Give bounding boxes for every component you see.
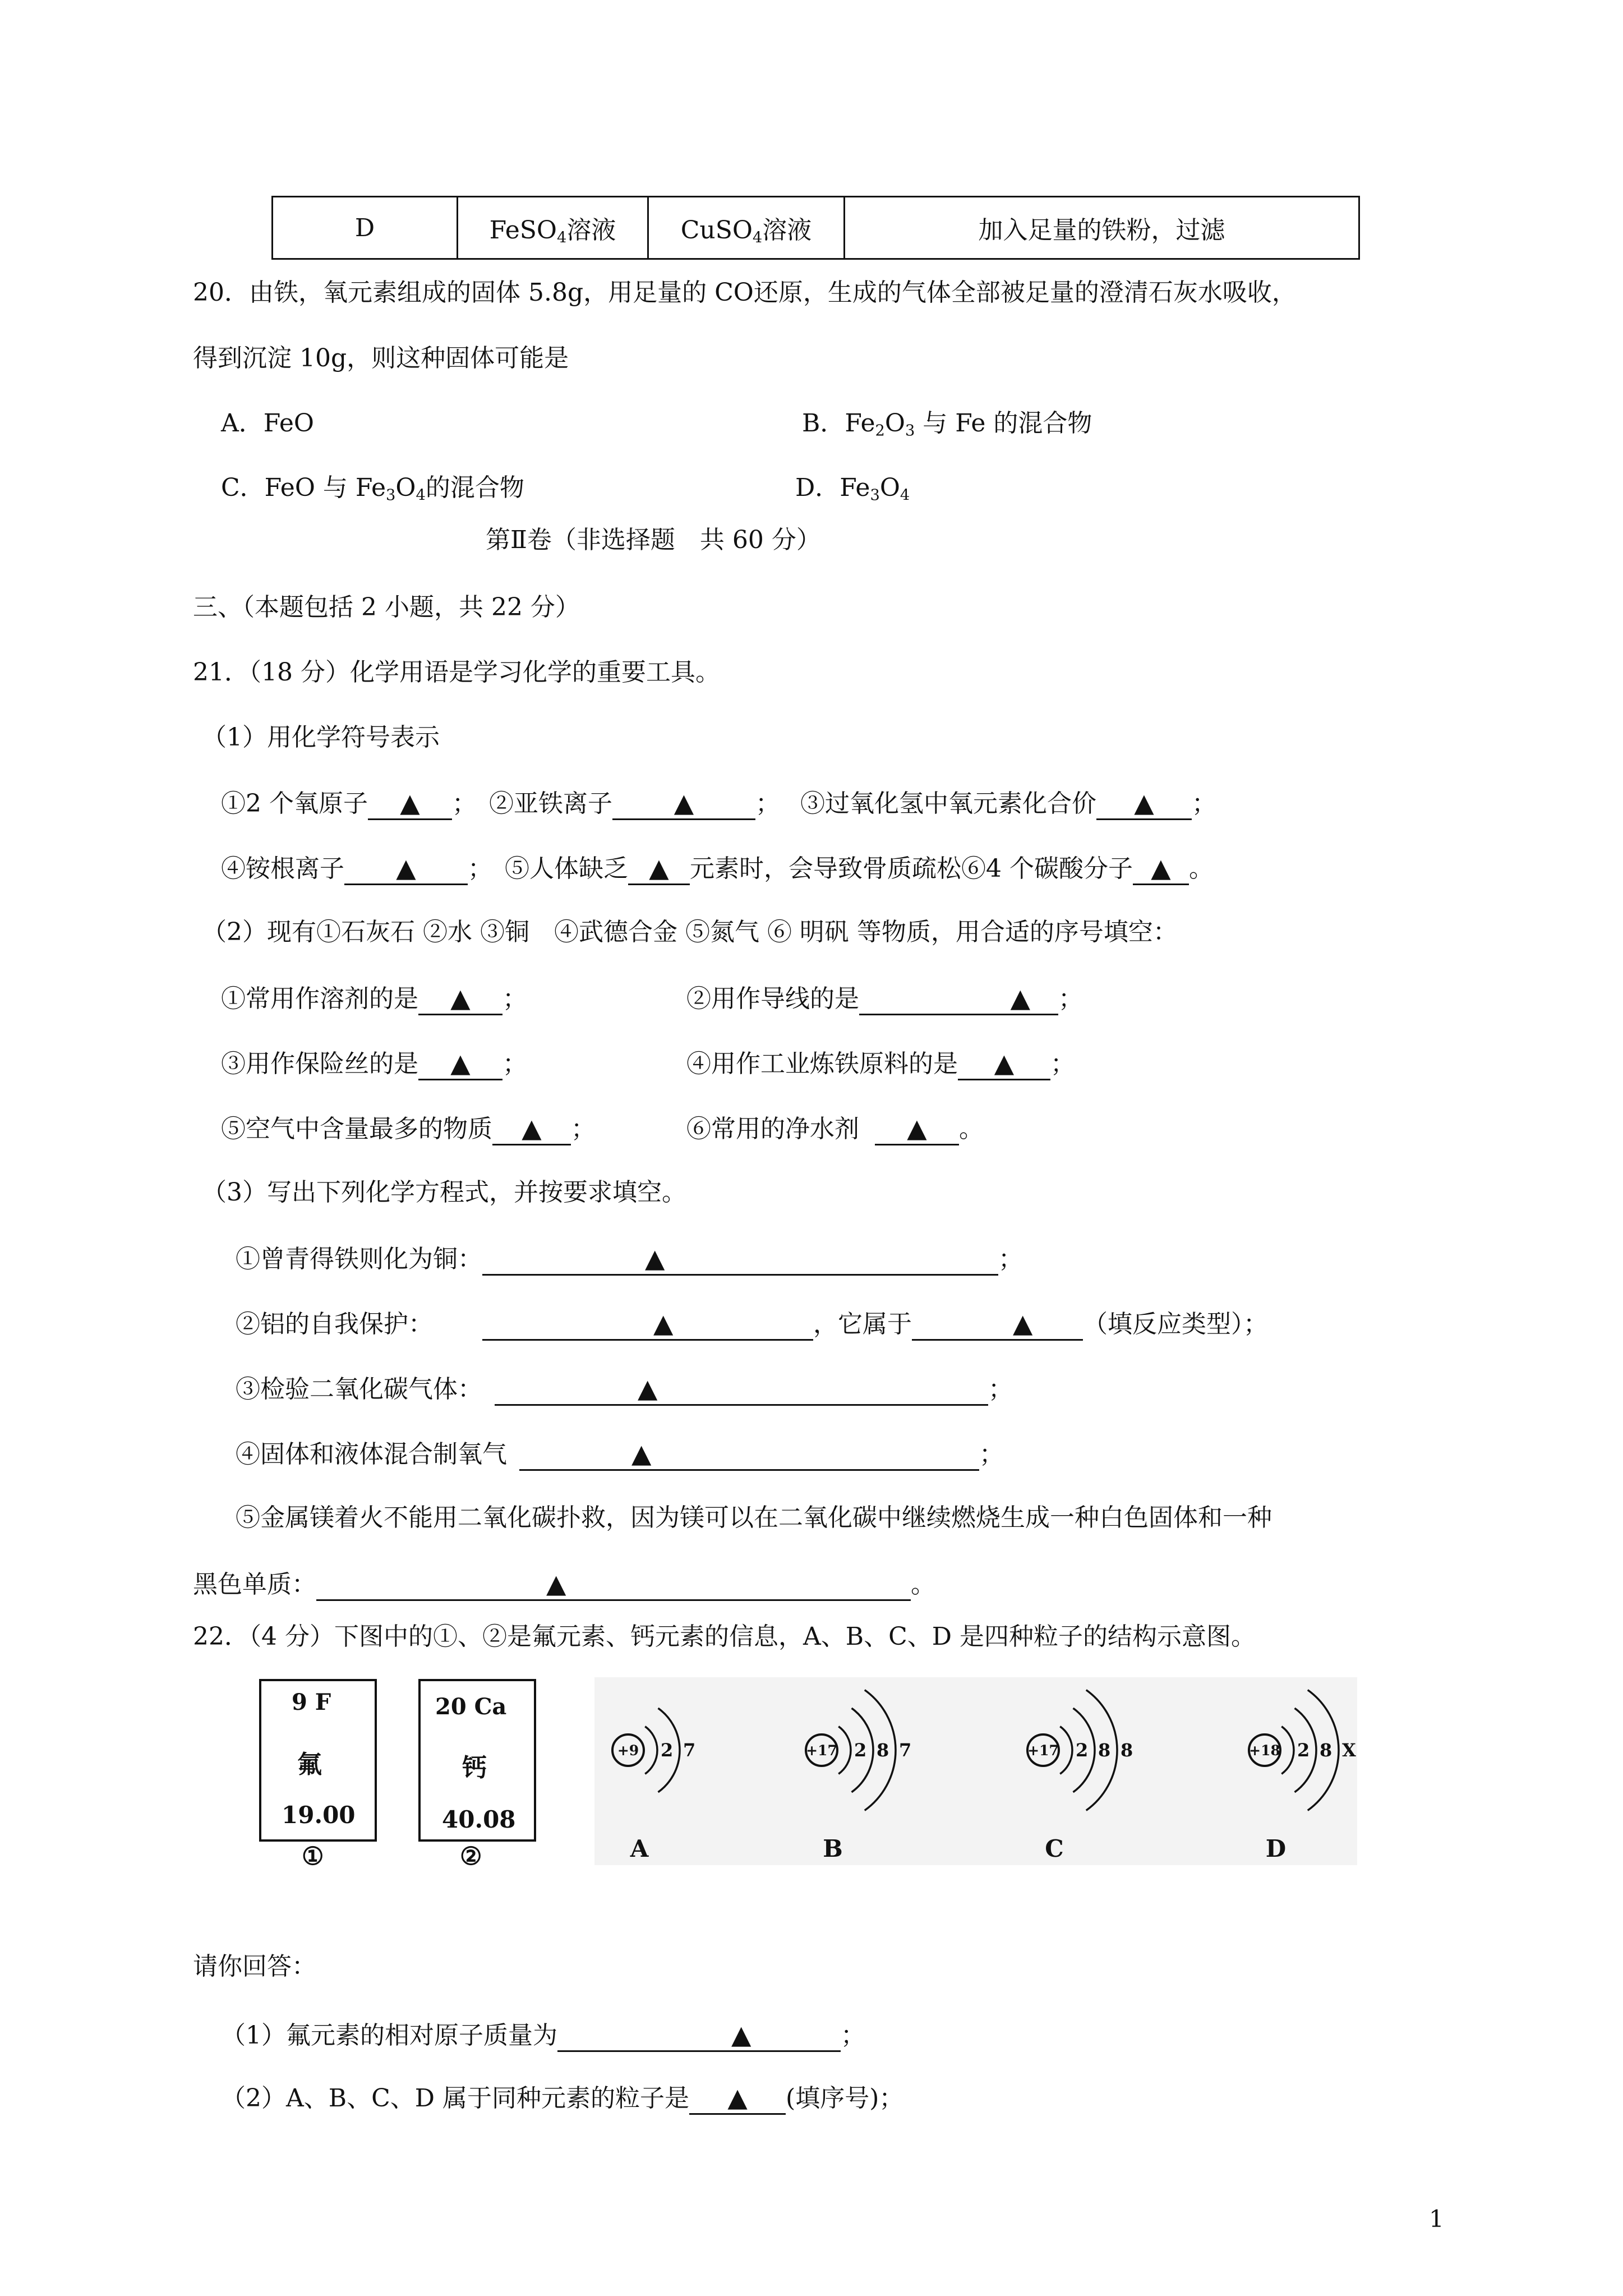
q21-fill-4: ④用作工业炼铁原料的是 ▲ ； bbox=[686, 1050, 1075, 1080]
atomic-mass: 40.08 bbox=[442, 1806, 516, 1833]
shell-electron-count: 8 bbox=[1121, 1740, 1133, 1761]
answer-blank: ▲ bbox=[631, 1438, 652, 1469]
answer-blank: ▲ bbox=[727, 2082, 748, 2113]
section-title: 三、（本题包括 2 小题，共 22 分） bbox=[193, 593, 580, 622]
diagram-label: C bbox=[1045, 1835, 1064, 1862]
q22-sub-1: （1）氟元素的相对原子质量为 ▲ ； bbox=[221, 2022, 865, 2052]
answer-blank: ▲ bbox=[674, 788, 694, 818]
q20-stem: 20．由铁，氧元素组成的固体 5.8g，用足量的 CO还原，生成的气体全部被足量的澄清石灰水吸收， bbox=[193, 278, 1297, 307]
nucleus-charge: +17 bbox=[806, 1742, 837, 1759]
shell-electron-count: 2 bbox=[1076, 1740, 1089, 1761]
q21-eq-4: ④固体和液体混合制氧气 ▲ ； bbox=[236, 1441, 1004, 1471]
part2-title: 第Ⅱ卷（非选择题 共 60 分） bbox=[486, 526, 821, 554]
answer-blank: ▲ bbox=[638, 1373, 658, 1404]
q21-fill-1: ①常用作溶剂的是 ▲ ； bbox=[221, 985, 527, 1015]
answer-blank: ▲ bbox=[1151, 853, 1171, 883]
shell-electron-count: 8 bbox=[1320, 1740, 1332, 1761]
q22-stem: 22．（4 分）下图中的①、②是氟元素、钙元素的信息，A、B、C、D 是四种粒子的结构示意图。 bbox=[193, 1622, 1256, 1651]
figure-label: ① bbox=[302, 1842, 324, 1871]
q20-stem-2: 得到沉淀 10g，则这种固体可能是 bbox=[193, 344, 569, 372]
element-name: 氟 bbox=[297, 1750, 322, 1779]
figure-label: ② bbox=[460, 1842, 482, 1871]
answer-blank: ▲ bbox=[396, 853, 416, 883]
diagram-label: B bbox=[823, 1835, 843, 1862]
diagram-label: A bbox=[630, 1835, 649, 1862]
shell-electron-count: X bbox=[1342, 1740, 1356, 1761]
q20-option-c: C．FeO 与 $Fe_3O_4$的混合物 bbox=[221, 473, 524, 504]
answer-blank: ▲ bbox=[649, 853, 669, 883]
q21-eq-5: ⑤金属镁着火不能用二氧化碳扑救，因为镁可以在二氧化碳中继续燃烧生成一种白色固体和一种 bbox=[236, 1503, 1272, 1532]
q21-eq-2: ②铝的自我保护： ▲ ，它属于 ▲ （填反应类型）； bbox=[236, 1310, 1268, 1341]
shell-electron-count: 2 bbox=[661, 1740, 674, 1761]
q21-eq-3: ③检验二氧化碳气体： ▲ ； bbox=[236, 1375, 1013, 1406]
q20-option-d: D．$Fe_3O_4$ bbox=[795, 473, 910, 504]
answer-blank: ▲ bbox=[546, 1568, 566, 1599]
table-cell: 加入足量的铁粉，过滤 bbox=[845, 197, 1359, 259]
q21-eq-1: ①曾青得铁则化为铜： ▲ ； bbox=[236, 1245, 1023, 1276]
answer-blank: ▲ bbox=[450, 983, 471, 1013]
atom-structure-diagrams bbox=[594, 1677, 1357, 1868]
options-table bbox=[271, 196, 1360, 260]
nucleus-charge: +18 bbox=[1249, 1742, 1280, 1759]
answer-blank: ▲ bbox=[400, 788, 420, 818]
answer-blank: ▲ bbox=[653, 1308, 674, 1338]
table-cell: FeSO$_4$溶液 bbox=[458, 197, 648, 259]
q21-part2: （2）现有①石灰石 ②水 ③铜 ④武德合金 ⑤氮气 ⑥ 明矾 等物质，用合适的序号填空： bbox=[202, 918, 1178, 946]
shell-electron-count: 8 bbox=[1098, 1740, 1111, 1761]
page-number: 1 bbox=[1429, 2205, 1444, 2233]
answer-blank: ▲ bbox=[450, 1048, 471, 1078]
atomic-number-symbol: 20 Ca bbox=[435, 1694, 507, 1720]
answer-blank: ▲ bbox=[994, 1048, 1015, 1078]
table-cell: CuSO$_4$溶液 bbox=[648, 197, 845, 259]
q21-part3: （3）写出下列化学方程式，并按要求填空。 bbox=[202, 1178, 686, 1207]
q22-ask: 请你回答： bbox=[193, 1952, 316, 1981]
nucleus-charge: +9 bbox=[617, 1742, 639, 1759]
shell-electron-count: 2 bbox=[854, 1740, 867, 1761]
q21-fill-5: ⑤空气中含量最多的物质 ▲ ； bbox=[221, 1115, 596, 1145]
answer-blank: ▲ bbox=[1134, 788, 1154, 818]
q21-part1: （1）用化学符号表示 bbox=[202, 723, 440, 752]
table-row bbox=[273, 197, 1359, 259]
atomic-number-symbol: 9 F bbox=[292, 1689, 331, 1715]
q20-option-b: B．$Fe_2O_3$ 与 Fe 的混合物 bbox=[802, 409, 1092, 440]
element-card-fluorine bbox=[259, 1679, 377, 1842]
q20-option-a: A．FeO bbox=[221, 409, 315, 438]
nucleus-charge: +17 bbox=[1027, 1742, 1059, 1759]
answer-blank: ▲ bbox=[645, 1243, 665, 1273]
q21-stem: 21．（18 分）化学用语是学习化学的重要工具。 bbox=[193, 658, 720, 687]
answer-blank: ▲ bbox=[522, 1113, 542, 1143]
table-cell: D bbox=[273, 197, 458, 259]
q21-fill-3: ③用作保险丝的是 ▲ ； bbox=[221, 1050, 527, 1080]
atomic-mass: 19.00 bbox=[282, 1801, 356, 1829]
diagram-label: D bbox=[1265, 1835, 1287, 1862]
element-name: 钙 bbox=[462, 1754, 487, 1782]
q21-eq-5b: 黑色单质： ▲ 。 bbox=[193, 1571, 935, 1601]
q21-fill-2: ②用作导线的是 ▲ ； bbox=[686, 985, 1083, 1015]
q21-fill-6: ⑥常用的净水剂 ▲ 。 bbox=[686, 1115, 984, 1145]
answer-blank: ▲ bbox=[731, 2019, 751, 2050]
q21-row1: ①2 个氧原子 ▲ ； ②亚铁离子 ▲ ； ③过氧化氢中氧元素化合价 ▲ ； bbox=[221, 790, 1216, 820]
answer-blank: ▲ bbox=[1013, 1308, 1033, 1338]
answer-blank: ▲ bbox=[907, 1113, 927, 1143]
q21-row2: ④铵根离子 ▲ ； ⑤人体缺乏 ▲ 元素时，会导致骨质疏松⑥4 个碳酸分子 ▲ 。 bbox=[221, 855, 1214, 885]
shell-electron-count: 7 bbox=[899, 1740, 912, 1761]
shell-electron-count: 2 bbox=[1297, 1740, 1310, 1761]
answer-blank: ▲ bbox=[1010, 983, 1030, 1013]
q22-sub-2: （2）A、B、C、D 属于同种元素的粒子是 ▲ (填序号)； bbox=[221, 2085, 903, 2115]
shell-electron-count: 8 bbox=[877, 1740, 889, 1761]
shell-electron-count: 7 bbox=[683, 1740, 696, 1761]
element-card-calcium bbox=[418, 1679, 536, 1842]
